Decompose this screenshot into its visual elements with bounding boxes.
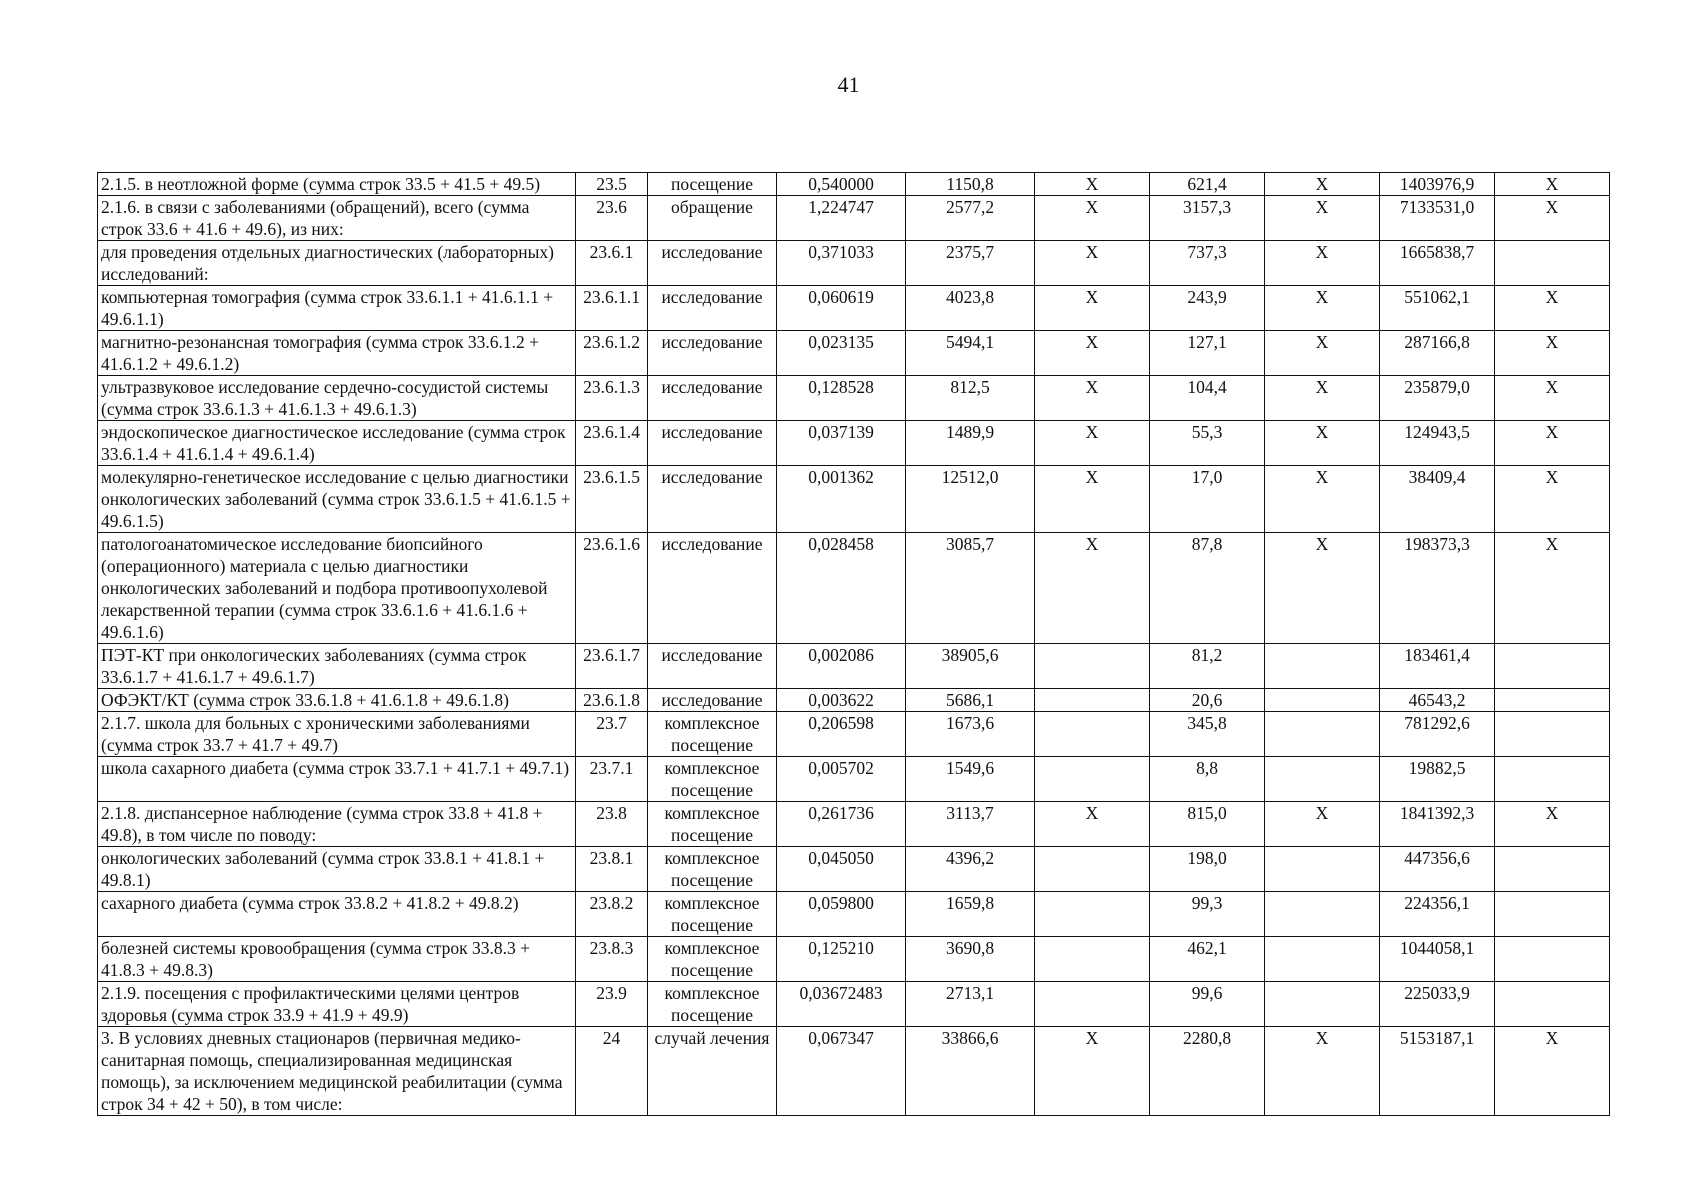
row-mark-3: Х <box>1495 286 1610 331</box>
row-mark-1: Х <box>1035 466 1150 533</box>
row-cost: 1549,6 <box>906 757 1035 802</box>
row-name: для проведения отдельных диагностических (лабораторных) исследований: <box>98 241 576 286</box>
row-unit: исследование <box>648 421 777 466</box>
row-standard: 0,037139 <box>777 421 906 466</box>
row-mark-3: Х <box>1495 466 1610 533</box>
row-cost: 5494,1 <box>906 331 1035 376</box>
row-standard: 0,03672483 <box>777 982 906 1027</box>
row-mark-1 <box>1035 712 1150 757</box>
table-row <box>98 644 1610 689</box>
row-name: сахарного диабета (сумма строк 33.8.2 + 41.8.2 + 49.8.2) <box>98 892 576 937</box>
row-standard: 0,206598 <box>777 712 906 757</box>
row-code: 23.6.1.6 <box>576 533 648 644</box>
row-total: 38409,4 <box>1380 466 1495 533</box>
row-mark-1: Х <box>1035 533 1150 644</box>
row-mark-1: Х <box>1035 173 1150 196</box>
row-code: 23.6.1.2 <box>576 331 648 376</box>
row-name: болезней системы кровообращения (сумма строк 33.8.3 + 41.8.3 + 49.8.3) <box>98 937 576 982</box>
row-mark-1 <box>1035 644 1150 689</box>
page-number: 41 <box>837 72 860 97</box>
row-mark-3: Х <box>1495 1027 1610 1116</box>
row-standard: 0,002086 <box>777 644 906 689</box>
row-unit: исследование <box>648 466 777 533</box>
row-mark-2 <box>1265 847 1380 892</box>
row-mark-3 <box>1495 689 1610 712</box>
row-mark-2: Х <box>1265 241 1380 286</box>
table-row <box>98 757 1610 802</box>
row-mark-3: Х <box>1495 173 1610 196</box>
row-per-capita: 2280,8 <box>1150 1027 1265 1116</box>
row-standard: 0,128528 <box>777 376 906 421</box>
row-per-capita: 815,0 <box>1150 802 1265 847</box>
table-body <box>98 173 1610 1116</box>
row-name: 3. В условиях дневных стационаров (первичная медико-санитарная помощь, специализированная медицинская помощь), за исключением медицинской реабилитации (сумма строк 34 + 42 + 50), в том числе: <box>98 1027 576 1116</box>
row-mark-2: Х <box>1265 802 1380 847</box>
row-standard: 0,261736 <box>777 802 906 847</box>
row-mark-3 <box>1495 644 1610 689</box>
row-mark-1: Х <box>1035 802 1150 847</box>
row-total: 287166,8 <box>1380 331 1495 376</box>
row-mark-1 <box>1035 937 1150 982</box>
row-mark-2 <box>1265 712 1380 757</box>
row-code: 23.6.1.1 <box>576 286 648 331</box>
table-row <box>98 937 1610 982</box>
table-row <box>98 466 1610 533</box>
row-mark-1: Х <box>1035 1027 1150 1116</box>
row-mark-1: Х <box>1035 196 1150 241</box>
row-mark-1: Х <box>1035 421 1150 466</box>
row-mark-2: Х <box>1265 1027 1380 1116</box>
row-per-capita: 345,8 <box>1150 712 1265 757</box>
row-mark-1 <box>1035 892 1150 937</box>
row-unit: случай лечения <box>648 1027 777 1116</box>
row-code: 23.6.1 <box>576 241 648 286</box>
row-code: 24 <box>576 1027 648 1116</box>
row-mark-3 <box>1495 757 1610 802</box>
row-mark-2 <box>1265 892 1380 937</box>
row-standard: 0,045050 <box>777 847 906 892</box>
row-standard: 0,059800 <box>777 892 906 937</box>
row-mark-2: Х <box>1265 196 1380 241</box>
row-total: 198373,3 <box>1380 533 1495 644</box>
row-name: патологоанатомическое исследование биопсийного (операционного) материала с целью диагностики онкологических заболеваний и подбора противоопухолевой лекарственной терапии (сумма строк 33.6.1.6 + 41.6.1.6 + 49.6.1.6) <box>98 533 576 644</box>
row-mark-2 <box>1265 644 1380 689</box>
row-code: 23.7 <box>576 712 648 757</box>
row-per-capita: 104,4 <box>1150 376 1265 421</box>
table-row <box>98 892 1610 937</box>
row-cost: 38905,6 <box>906 644 1035 689</box>
row-cost: 1673,6 <box>906 712 1035 757</box>
row-mark-3: Х <box>1495 376 1610 421</box>
row-standard: 0,540000 <box>777 173 906 196</box>
row-mark-1 <box>1035 757 1150 802</box>
table-row <box>98 421 1610 466</box>
row-total: 1044058,1 <box>1380 937 1495 982</box>
row-code: 23.5 <box>576 173 648 196</box>
row-cost: 12512,0 <box>906 466 1035 533</box>
row-unit: исследование <box>648 533 777 644</box>
row-code: 23.9 <box>576 982 648 1027</box>
row-cost: 3690,8 <box>906 937 1035 982</box>
row-mark-2: Х <box>1265 331 1380 376</box>
row-total: 235879,0 <box>1380 376 1495 421</box>
row-mark-3 <box>1495 712 1610 757</box>
row-cost: 3085,7 <box>906 533 1035 644</box>
row-mark-3 <box>1495 241 1610 286</box>
row-standard: 0,028458 <box>777 533 906 644</box>
row-total: 781292,6 <box>1380 712 1495 757</box>
row-per-capita: 20,6 <box>1150 689 1265 712</box>
table-row <box>98 241 1610 286</box>
row-name: ОФЭКТ/КТ (сумма строк 33.6.1.8 + 41.6.1.8 + 49.6.1.8) <box>98 689 576 712</box>
row-per-capita: 17,0 <box>1150 466 1265 533</box>
row-mark-2: Х <box>1265 173 1380 196</box>
row-mark-3 <box>1495 937 1610 982</box>
table-row <box>98 802 1610 847</box>
row-code: 23.6.1.5 <box>576 466 648 533</box>
row-name: магнитно-резонансная томография (сумма строк 33.6.1.2 + 41.6.1.2 + 49.6.1.2) <box>98 331 576 376</box>
row-per-capita: 99,3 <box>1150 892 1265 937</box>
row-cost: 2375,7 <box>906 241 1035 286</box>
row-total: 5153187,1 <box>1380 1027 1495 1116</box>
table-row <box>98 376 1610 421</box>
table-row <box>98 847 1610 892</box>
row-mark-3 <box>1495 892 1610 937</box>
row-name: 2.1.8. диспансерное наблюдение (сумма строк 33.8 + 41.8 + 49.8), в том числе по поводу: <box>98 802 576 847</box>
row-code: 23.6.1.4 <box>576 421 648 466</box>
row-cost: 2713,1 <box>906 982 1035 1027</box>
row-name: школа сахарного диабета (сумма строк 33.7.1 + 41.7.1 + 49.7.1) <box>98 757 576 802</box>
row-unit: исследование <box>648 241 777 286</box>
row-code: 23.8.3 <box>576 937 648 982</box>
row-standard: 0,060619 <box>777 286 906 331</box>
row-name: 2.1.9. посещения с профилактическими целями центров здоровья (сумма строк 33.9 + 41.9 + 49.9) <box>98 982 576 1027</box>
row-name: онкологических заболеваний (сумма строк 33.8.1 + 41.8.1 + 49.8.1) <box>98 847 576 892</box>
table-row <box>98 533 1610 644</box>
row-per-capita: 462,1 <box>1150 937 1265 982</box>
row-standard: 0,005702 <box>777 757 906 802</box>
row-unit: комплексное посещение <box>648 802 777 847</box>
row-per-capita: 99,6 <box>1150 982 1265 1027</box>
row-unit: комплексное посещение <box>648 757 777 802</box>
row-mark-3: Х <box>1495 331 1610 376</box>
row-total: 1403976,9 <box>1380 173 1495 196</box>
row-code: 23.8.1 <box>576 847 648 892</box>
row-mark-3 <box>1495 982 1610 1027</box>
row-code: 23.6.1.7 <box>576 644 648 689</box>
table-row <box>98 1027 1610 1116</box>
data-table <box>97 172 1610 1116</box>
row-mark-2 <box>1265 757 1380 802</box>
row-standard: 0,001362 <box>777 466 906 533</box>
row-unit: исследование <box>648 644 777 689</box>
row-standard: 0,125210 <box>777 937 906 982</box>
row-code: 23.6 <box>576 196 648 241</box>
row-total: 225033,9 <box>1380 982 1495 1027</box>
row-code: 23.8.2 <box>576 892 648 937</box>
table-row <box>98 982 1610 1027</box>
table-row <box>98 173 1610 196</box>
row-mark-2 <box>1265 937 1380 982</box>
row-mark-1: Х <box>1035 376 1150 421</box>
row-cost: 1659,8 <box>906 892 1035 937</box>
row-unit: обращение <box>648 196 777 241</box>
row-mark-3: Х <box>1495 533 1610 644</box>
row-total: 183461,4 <box>1380 644 1495 689</box>
row-name: компьютерная томография (сумма строк 33.6.1.1 + 41.6.1.1 + 49.6.1.1) <box>98 286 576 331</box>
row-cost: 1150,8 <box>906 173 1035 196</box>
row-mark-1: Х <box>1035 331 1150 376</box>
table-row <box>98 331 1610 376</box>
row-cost: 3113,7 <box>906 802 1035 847</box>
row-cost: 812,5 <box>906 376 1035 421</box>
row-code: 23.6.1.3 <box>576 376 648 421</box>
row-code: 23.7.1 <box>576 757 648 802</box>
row-mark-2 <box>1265 689 1380 712</box>
row-name: 2.1.7. школа для больных с хроническими заболеваниями (сумма строк 33.7 + 41.7 + 49.7) <box>98 712 576 757</box>
row-cost: 1489,9 <box>906 421 1035 466</box>
row-mark-1: Х <box>1035 286 1150 331</box>
row-per-capita: 87,8 <box>1150 533 1265 644</box>
row-total: 224356,1 <box>1380 892 1495 937</box>
row-unit: комплексное посещение <box>648 937 777 982</box>
row-unit: посещение <box>648 173 777 196</box>
row-name: ультразвуковое исследование сердечно-сосудистой системы (сумма строк 33.6.1.3 + 41.6.1.3 + 49.6.1.3) <box>98 376 576 421</box>
row-mark-3: Х <box>1495 421 1610 466</box>
row-cost: 2577,2 <box>906 196 1035 241</box>
table-row <box>98 196 1610 241</box>
row-unit: комплексное посещение <box>648 892 777 937</box>
row-per-capita: 737,3 <box>1150 241 1265 286</box>
row-mark-2: Х <box>1265 286 1380 331</box>
table-row <box>98 689 1610 712</box>
row-per-capita: 243,9 <box>1150 286 1265 331</box>
row-mark-1 <box>1035 847 1150 892</box>
row-total: 46543,2 <box>1380 689 1495 712</box>
row-total: 447356,6 <box>1380 847 1495 892</box>
row-total: 124943,5 <box>1380 421 1495 466</box>
row-mark-1: Х <box>1035 241 1150 286</box>
row-unit: исследование <box>648 331 777 376</box>
row-unit: исследование <box>648 286 777 331</box>
row-mark-1 <box>1035 982 1150 1027</box>
row-code: 23.8 <box>576 802 648 847</box>
row-mark-1 <box>1035 689 1150 712</box>
table-row <box>98 286 1610 331</box>
row-name: эндоскопическое диагностическое исследование (сумма строк 33.6.1.4 + 41.6.1.4 + 49.6.1.4) <box>98 421 576 466</box>
row-total: 19882,5 <box>1380 757 1495 802</box>
row-standard: 1,224747 <box>777 196 906 241</box>
row-mark-2: Х <box>1265 533 1380 644</box>
row-per-capita: 55,3 <box>1150 421 1265 466</box>
row-per-capita: 621,4 <box>1150 173 1265 196</box>
row-per-capita: 3157,3 <box>1150 196 1265 241</box>
row-mark-3: Х <box>1495 196 1610 241</box>
row-unit: комплексное посещение <box>648 712 777 757</box>
row-standard: 0,067347 <box>777 1027 906 1116</box>
row-per-capita: 81,2 <box>1150 644 1265 689</box>
row-code: 23.6.1.8 <box>576 689 648 712</box>
row-unit: комплексное посещение <box>648 847 777 892</box>
row-mark-3 <box>1495 847 1610 892</box>
row-unit: комплексное посещение <box>648 982 777 1027</box>
row-name: 2.1.6. в связи с заболеваниями (обращений), всего (сумма строк 33.6 + 41.6 + 49.6), из них: <box>98 196 576 241</box>
row-per-capita: 8,8 <box>1150 757 1265 802</box>
row-unit: исследование <box>648 689 777 712</box>
row-unit: исследование <box>648 376 777 421</box>
row-cost: 33866,6 <box>906 1027 1035 1116</box>
row-total: 551062,1 <box>1380 286 1495 331</box>
row-name: молекулярно-генетическое исследование с целью диагностики онкологических заболеваний (сумма строк 33.6.1.5 + 41.6.1.5 + 49.6.1.5) <box>98 466 576 533</box>
row-per-capita: 127,1 <box>1150 331 1265 376</box>
row-cost: 4396,2 <box>906 847 1035 892</box>
row-cost: 5686,1 <box>906 689 1035 712</box>
row-standard: 0,003622 <box>777 689 906 712</box>
row-standard: 0,371033 <box>777 241 906 286</box>
row-cost: 4023,8 <box>906 286 1035 331</box>
row-standard: 0,023135 <box>777 331 906 376</box>
row-total: 1665838,7 <box>1380 241 1495 286</box>
table-row <box>98 712 1610 757</box>
row-mark-2: Х <box>1265 421 1380 466</box>
row-mark-2: Х <box>1265 466 1380 533</box>
row-total: 1841392,3 <box>1380 802 1495 847</box>
row-mark-2: Х <box>1265 376 1380 421</box>
row-mark-3: Х <box>1495 802 1610 847</box>
row-name: 2.1.5. в неотложной форме (сумма строк 33.5 + 41.5 + 49.5) <box>98 173 576 196</box>
row-mark-2 <box>1265 982 1380 1027</box>
row-per-capita: 198,0 <box>1150 847 1265 892</box>
row-total: 7133531,0 <box>1380 196 1495 241</box>
row-name: ПЭТ-КТ при онкологических заболеваниях (сумма строк 33.6.1.7 + 41.6.1.7 + 49.6.1.7) <box>98 644 576 689</box>
